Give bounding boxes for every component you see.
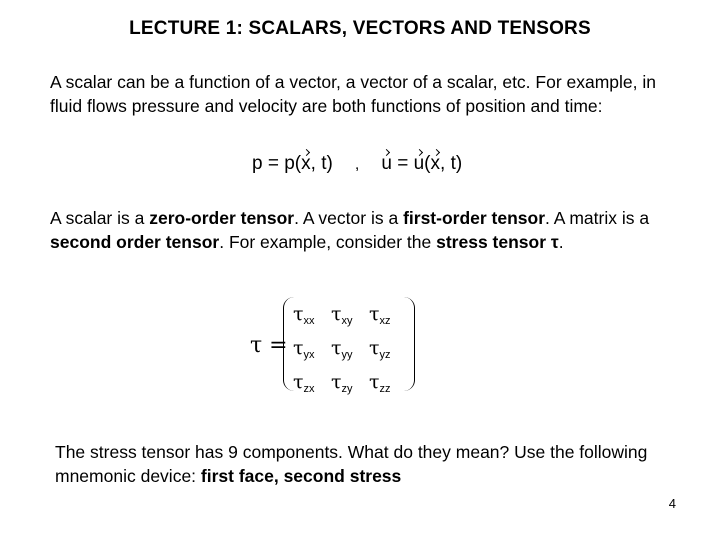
term-first-order-tensor: first-order tensor bbox=[403, 208, 546, 228]
slide-title: LECTURE 1: SCALARS, VECTORS AND TENSORS bbox=[129, 18, 591, 39]
page-number: 4 bbox=[668, 496, 676, 511]
equals-sign: = bbox=[262, 153, 285, 174]
mnemonic-phrase: first face, second stress bbox=[200, 466, 402, 486]
velocity-equation bbox=[381, 153, 462, 174]
pressure-lhs: p bbox=[252, 153, 263, 174]
equation-pressure-velocity bbox=[252, 153, 462, 175]
term-second-order-tensor: second order tensor bbox=[50, 232, 220, 252]
text-run: The stress tensor has 9 components. What do they mean? Use the following mnemonic device: bbox=[55, 442, 648, 486]
matrix-entry: $\tau_{xy}$ bbox=[331, 303, 353, 327]
pressure-args-rest: , t) bbox=[310, 153, 333, 174]
matrix-entry: $\tau_{yz}$ bbox=[369, 337, 391, 361]
text-run: . bbox=[558, 232, 564, 252]
equals-sign: = bbox=[391, 153, 414, 174]
stress-matrix bbox=[283, 297, 415, 395]
term-zero-order-tensor: zero-order tensor bbox=[149, 208, 295, 228]
velocity-args-rest: , t) bbox=[440, 153, 463, 174]
velocity-vector-lhs: u bbox=[381, 153, 392, 174]
position-vector: x bbox=[430, 153, 441, 174]
matrix-entry: $\tau_{yy}$ bbox=[331, 337, 353, 361]
tau-lhs: τ = bbox=[250, 333, 288, 358]
matrix-entry: $\tau_{zz}$ bbox=[369, 371, 391, 395]
term-stress-tensor: stress tensor τ bbox=[436, 232, 559, 252]
matrix-entry: $\tau_{yx}$ bbox=[293, 337, 315, 361]
paragraph-scalar-function: A scalar can be a function of a vector, a vector of a scalar, etc. For example, in fluid flows pressure and velocity are both functions of position and time: bbox=[50, 72, 657, 116]
text-run: . For example, consider the bbox=[219, 232, 437, 252]
velocity-function: u( bbox=[413, 153, 431, 174]
pressure-function: p( bbox=[284, 153, 302, 174]
text-run: . A matrix is a bbox=[545, 208, 650, 228]
stress-tensor-matrix-equation bbox=[250, 295, 420, 395]
equation-separator: , bbox=[354, 156, 360, 173]
paragraph-mnemonic bbox=[55, 440, 665, 488]
paragraph-tensor-orders bbox=[50, 206, 660, 254]
matrix-grid bbox=[293, 303, 407, 395]
text-run: A scalar is a bbox=[50, 208, 150, 228]
matrix-entry: $\tau_{zy}$ bbox=[331, 371, 353, 395]
matrix-entry: $\tau_{xx}$ bbox=[293, 303, 315, 327]
matrix-entry: $\tau_{zx}$ bbox=[293, 371, 315, 395]
pressure-equation bbox=[252, 153, 338, 174]
position-vector: x bbox=[301, 153, 311, 174]
matrix-entry: $\tau_{xz}$ bbox=[369, 303, 391, 327]
text-run: . A vector is a bbox=[294, 208, 404, 228]
